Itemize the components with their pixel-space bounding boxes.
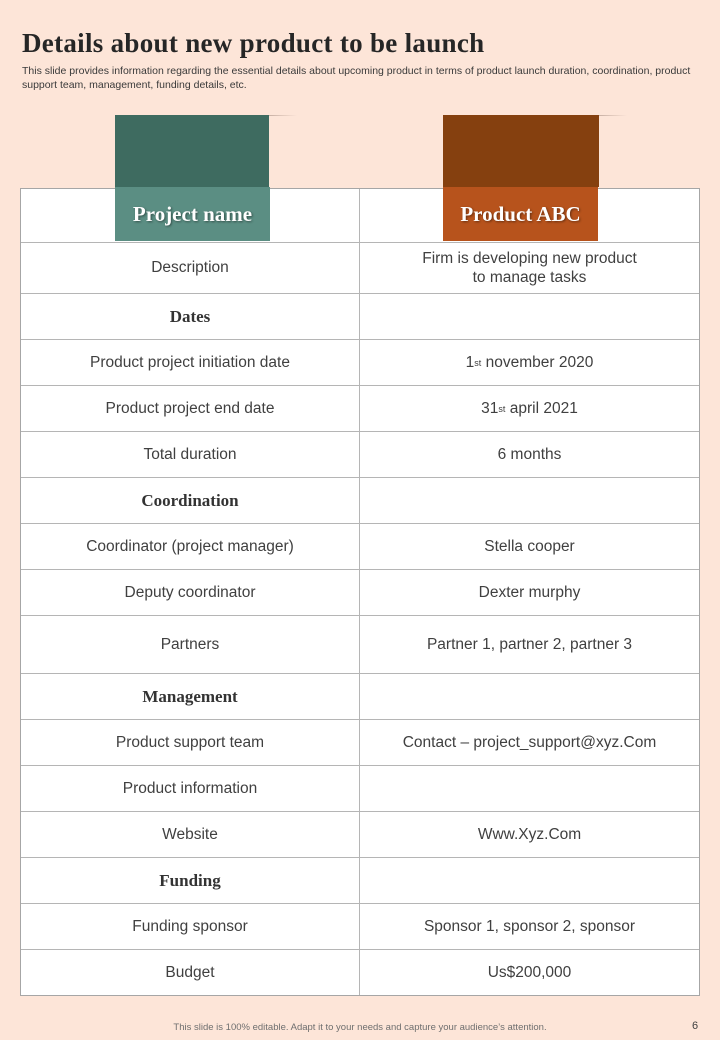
row-value-line: Firm is developing new product — [422, 250, 637, 267]
table-section-row — [21, 673, 699, 719]
table-row — [21, 431, 699, 477]
section-label: Funding — [21, 858, 360, 903]
row-label: Partners — [21, 616, 360, 673]
page-title: Details about new product to be launch — [22, 28, 485, 58]
row-label: Deputy coordinator — [21, 570, 360, 615]
row-label: Description — [21, 243, 360, 293]
row-value — [360, 294, 699, 339]
table-row — [21, 615, 699, 673]
row-value — [360, 858, 699, 903]
row-value: Sponsor 1, sponsor 2, sponsor — [423, 917, 636, 935]
row-value — [360, 674, 699, 719]
row-label: Product project initiation date — [21, 340, 360, 385]
tab-accent-line — [269, 115, 297, 116]
table-row — [21, 385, 699, 431]
row-label: Product support team — [21, 720, 360, 765]
row-value: 31 st april 2021 — [481, 399, 578, 417]
row-value — [360, 478, 699, 523]
row-value-line: to manage tasks — [472, 269, 587, 286]
table-row — [21, 811, 699, 857]
section-label: Management — [21, 674, 360, 719]
row-value: Partner 1, partner 2, partner 3 — [426, 635, 633, 653]
project-name-header: Project name — [115, 187, 270, 241]
section-label: Coordination — [21, 478, 360, 523]
row-label: Website — [21, 812, 360, 857]
header-cell-right — [360, 189, 699, 242]
table-row — [21, 903, 699, 949]
row-value — [360, 243, 699, 293]
table-row — [21, 569, 699, 615]
product-tab-top — [443, 115, 599, 187]
table-row — [21, 949, 699, 995]
row-label: Total duration — [21, 432, 360, 477]
header-cell-left — [21, 189, 360, 242]
date-number: 31 — [481, 399, 499, 417]
details-table — [20, 188, 700, 996]
table-row — [21, 719, 699, 765]
date-rest: november 2020 — [481, 353, 594, 371]
date-rest: april 2021 — [505, 399, 578, 417]
row-value: Dexter murphy — [478, 583, 581, 601]
row-label: Coordinator (project manager) — [21, 524, 360, 569]
row-label: Product project end date — [21, 386, 360, 431]
table-section-row — [21, 293, 699, 339]
row-label: Product information — [21, 766, 360, 811]
date-number: 1 — [465, 353, 475, 371]
row-value: Www.Xyz.Com — [477, 825, 582, 843]
section-label: Dates — [21, 294, 360, 339]
table-section-row — [21, 857, 699, 903]
row-value: Us$200,000 — [487, 963, 572, 981]
row-label: Budget — [21, 950, 360, 995]
footer-note: This slide is 100% editable. Adapt it to your needs and capture your audience’s attention. — [173, 1022, 547, 1033]
table-section-row — [21, 477, 699, 523]
project-name-tab-top — [115, 115, 269, 187]
table-row — [21, 765, 699, 811]
table-row — [21, 523, 699, 569]
row-value: Contact – project_support@xyz.Com — [402, 733, 657, 751]
row-value — [360, 766, 699, 811]
product-header: Product ABC — [443, 187, 598, 241]
table-header-row — [21, 189, 699, 242]
tab-accent-line — [599, 115, 627, 116]
table-row — [21, 339, 699, 385]
table-row — [21, 242, 699, 293]
row-value: 1 st november 2020 — [465, 353, 594, 371]
row-value: 6 months — [497, 445, 562, 463]
page-subtitle: This slide provides information regarding the essential details about upcoming product in terms of product launch duration, coordination, product support team, management, funding details, etc. — [22, 65, 691, 91]
row-label: Funding sponsor — [21, 904, 360, 949]
page-number: 6 — [692, 1020, 699, 1032]
row-value: Stella cooper — [484, 537, 575, 555]
